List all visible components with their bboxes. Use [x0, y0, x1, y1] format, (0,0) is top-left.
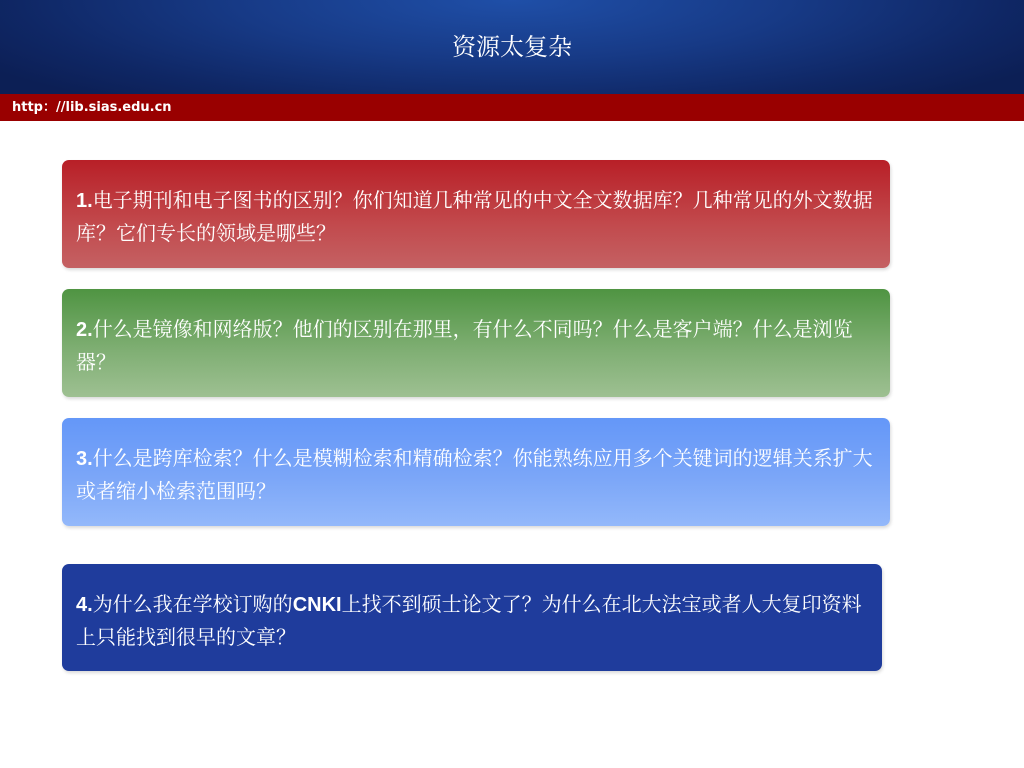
question-card-2 — [62, 289, 890, 397]
question-text: 电子期刊和电子图书的区别？你们知道几种常见的中文全文数据库？几种常见的外文数据库？它们专长的领域是哪些？ — [76, 188, 873, 245]
slide-header — [0, 0, 1024, 94]
slide-title: 资源太复杂 — [452, 33, 572, 61]
question-number: 1. — [76, 190, 93, 212]
question-text-before: 为什么我在学校订购的 — [92, 592, 293, 616]
url-bar — [0, 94, 1024, 121]
question-text: 什么是镜像和网络版？他们的区别在那里，有什么不同吗？什么是客户端？什么是浏览器？ — [76, 317, 853, 374]
cnki-highlight: CNKI — [292, 594, 342, 616]
library-url: http：//lib.sias.edu.cn — [12, 100, 172, 115]
question-card-1 — [62, 160, 890, 268]
question-card-4 — [62, 564, 882, 671]
question-number: 2. — [76, 319, 93, 341]
question-text: 什么是跨库检索？什么是模糊检索和精确检索？你能熟练应用多个关键词的逻辑关系扩大或者缩小检索范围吗？ — [76, 446, 873, 503]
question-text-after: 上找不到硕士论文了？为什么在北大法宝或者人大复印资料上只能找到很早的文章？ — [76, 592, 862, 649]
question-card-3 — [62, 418, 890, 526]
question-number: 4. — [76, 594, 93, 616]
question-number: 3. — [76, 448, 93, 470]
